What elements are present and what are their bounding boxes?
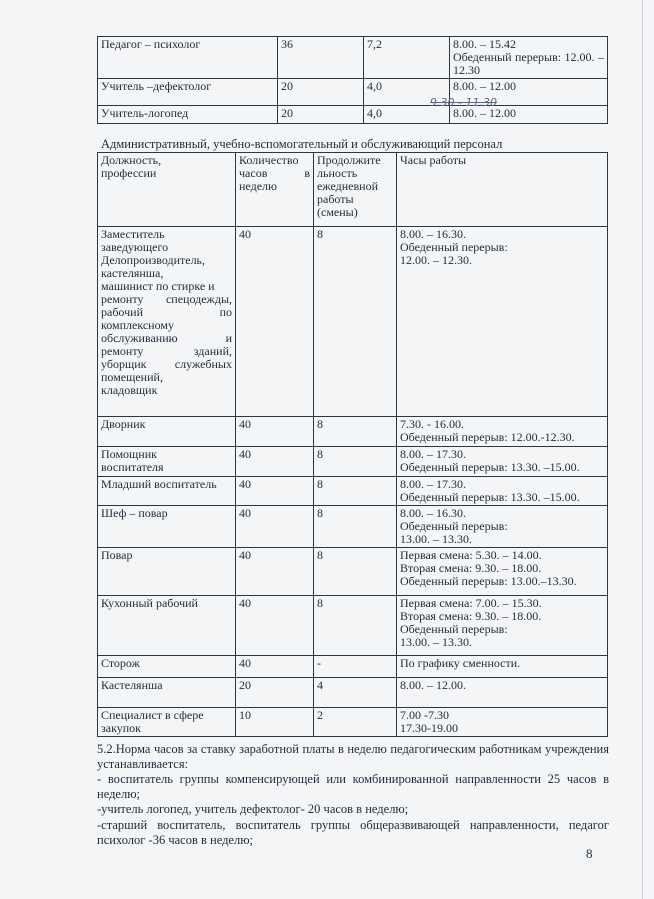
hours-cell: 40 [236,227,314,417]
position-cell: Кастелянша [98,678,236,708]
position-cell: Повар [98,548,236,596]
paragraph-item-3: -старший воспитатель, воспитатель группы общеразвивающей направленности, педагог психолог -36 часов в неделю; [97,818,609,847]
table-row [98,417,608,447]
position-cell: Заместитель заведующего Делопроизводитель, кастелянша, машинист по стирке и ремонту спецодежды, рабочий по комплексному обслуживанию и ремонту зданий, уборщик служебных помещений, кладовщик [98,227,236,417]
table-row [98,596,608,656]
paragraph-item-1: - воспитатель группы компенсирующей или комбинированной направленности 25 часов в неделю; [97,772,609,801]
schedule-cell: 7.30. - 16.00. Обеденный перерыв: 12.00.-12.30. [397,417,608,447]
duration-cell: 2 [314,708,397,737]
duration-cell: 4,0 [364,106,450,124]
duration-cell: - [314,656,397,678]
position-cell: Учитель-логопед [98,106,278,124]
table-row [98,656,608,678]
table-row [98,678,608,708]
schedule-cell: 7.00 -7.30 17.30-19.00 [397,708,608,737]
position-cell: Сторож [98,656,236,678]
table-row [98,548,608,596]
duration-cell: 8 [314,417,397,447]
table-row [98,447,608,477]
handwritten-note: 9.30 - 11.30 [430,96,497,109]
header-duration: Продолжите льность ежедневной работы (смены) [314,153,397,227]
duration-cell: 8 [314,447,397,477]
page-number: 8 [586,846,593,861]
position-cell: Специалист в сфере закупок [98,708,236,737]
table-row [98,227,608,417]
schedule-cell: 8.00. – 17.30. Обеденный перерыв: 13.30. –15.00. [397,477,608,506]
page-edge [642,0,643,899]
hours-cell: 40 [236,548,314,596]
table-row [98,477,608,506]
hours-cell: 40 [236,417,314,447]
position-cell: Шеф – повар [98,506,236,548]
staff-table [97,152,608,737]
hours-cell: 10 [236,708,314,737]
section-subheading: Административный, учебно-вспомогательный и обслуживающий персонал [101,137,503,151]
duration-cell: 8 [314,227,397,417]
position-cell: Дворник [98,417,236,447]
schedule-cell: Первая смена: 5.30. – 14.00. Вторая смена: 9.30. – 18.00. Обеденный перерыв: 13.00.–13.30. [397,548,608,596]
schedule-cell: 8.00. – 12.00 [450,106,608,124]
hours-cell: 40 [236,447,314,477]
duration-cell: 8 [314,477,397,506]
hours-cell: 40 [236,596,314,656]
position-cell: Помощник воспитателя [98,447,236,477]
paragraph-norm: 5.2.Норма часов за ставку заработной платы в неделю педагогическим работникам учреждения устанавливается: [97,742,609,771]
schedule-cell: 8.00. – 16.30. Обеденный перерыв: 12.00. – 12.30. [397,227,608,417]
header-hours: Количество часов в неделю [236,153,314,227]
schedule-cell: 8.00. – 12.00. [397,678,608,708]
position-cell: Педагог – психолог [98,37,278,79]
duration-cell: 4 [314,678,397,708]
schedule-cell: Первая смена: 7.00. – 15.30. Вторая смена: 9.30. – 18.00. Обеденный перерыв: 13.00. – 13.30. [397,596,608,656]
duration-cell: 4,0 [364,79,450,106]
hours-cell: 20 [236,678,314,708]
duration-cell: 8 [314,548,397,596]
duration-cell: 8 [314,596,397,656]
schedule-cell: 8.00. – 12.00 [450,79,608,106]
hours-cell: 40 [236,477,314,506]
hours-cell: 40 [236,656,314,678]
table-header-row [98,153,608,227]
hours-cell: 20 [278,106,364,124]
header-schedule: Часы работы [397,153,608,227]
duration-cell: 8 [314,506,397,548]
table-row [98,708,608,737]
schedule-cell: 8.00. – 15.42 Обеденный перерыв: 12.00. – 12.30 [450,37,608,79]
duration-cell: 7,2 [364,37,450,79]
pedagogues-table [97,36,608,124]
schedule-cell: По графику сменности. [397,656,608,678]
hours-cell: 36 [278,37,364,79]
paragraph-item-2: -учитель логопед, учитель дефектолог- 20 часов в неделю; [97,802,409,816]
position-cell: Кухонный рабочий [98,596,236,656]
table-row [98,79,608,106]
table-row [98,506,608,548]
table-row [98,37,608,79]
schedule-cell: 8.00. – 17.30. Обеденный перерыв: 13.30. –15.00. [397,447,608,477]
hours-cell: 40 [236,506,314,548]
position-cell: Младший воспитатель [98,477,236,506]
header-position: Должность, профессии [98,153,236,227]
schedule-cell: 8.00. – 16.30. Обеденный перерыв: 13.00. – 13.30. [397,506,608,548]
hours-cell: 20 [278,79,364,106]
table-row [98,106,608,124]
position-cell: Учитель –дефектолог [98,79,278,106]
